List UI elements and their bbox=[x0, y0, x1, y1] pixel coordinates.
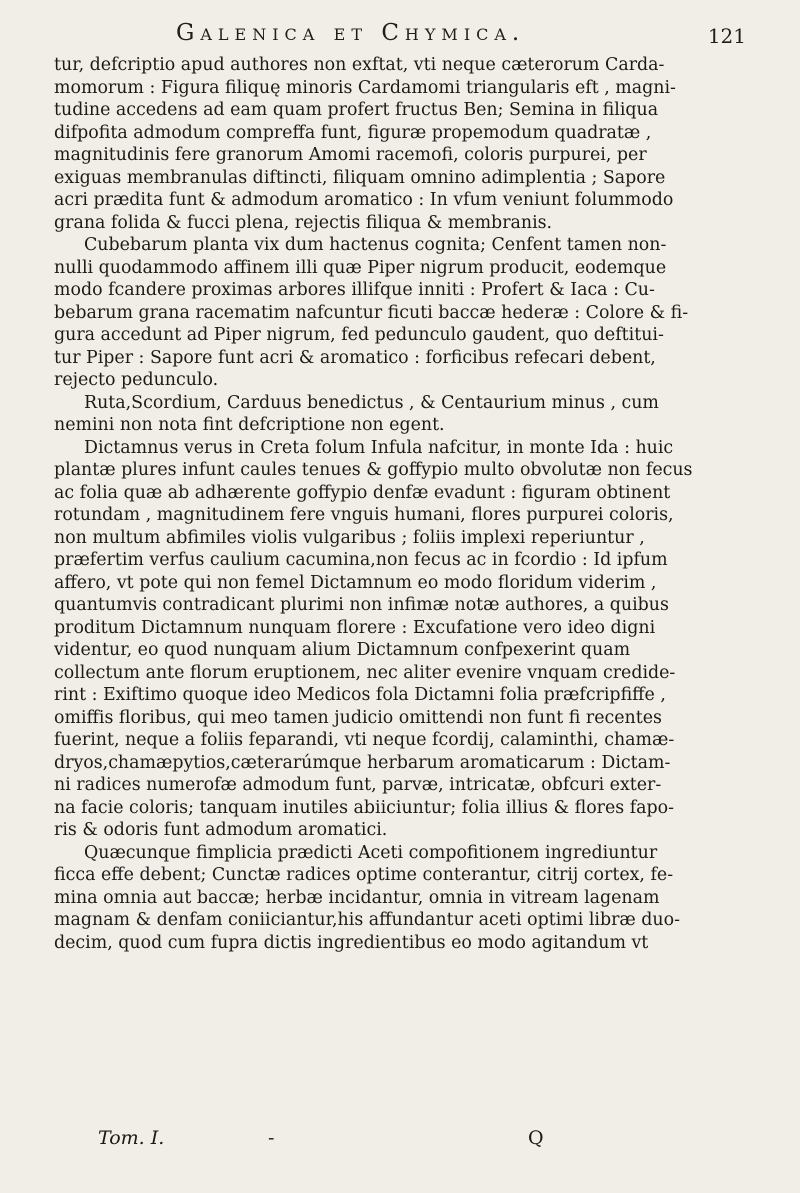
volume-mark: Tom. I. bbox=[98, 1127, 165, 1149]
text-line: mina omnia aut baccæ; herbæ incidantur, omnia in vitream lagenam bbox=[54, 887, 660, 908]
text-line-paragraph-start: Dictamnus verus in Creta folum Infula nafcitur, in monte Ida : huic bbox=[84, 437, 674, 458]
footer-dash: - bbox=[268, 1127, 275, 1149]
text-line: fuerint, neque a foliis feparandi, vti neque fcordij, calaminthi, chamæ- bbox=[54, 730, 675, 750]
text-line: ac folia quæ ab adhærente goffypio denfæ evadunt : figuram obtinent bbox=[54, 482, 671, 503]
text-line: bebarum grana racematim nafcuntur ficuti baccæ hederæ : Colore & fi- bbox=[54, 302, 689, 323]
text-line-paragraph-start: Cubebarum planta vix dum hactenus cognita; Cenfent tamen non- bbox=[84, 235, 667, 255]
text-line: exiguas membranulas diftincti, filiquam omnino adimplentia ; Sapore bbox=[54, 167, 666, 188]
text-line-paragraph-start: Quæcunque fimplicia prædicti Aceti compofitionem ingrediuntur bbox=[84, 842, 658, 863]
text-line: difpofita admodum compreffa funt, figuræ propemodum quadratæ , bbox=[54, 122, 652, 143]
text-line: momorum : Figura filiquę minoris Cardamomi triangularis eft , magni- bbox=[54, 77, 676, 98]
page-number: 121 bbox=[707, 24, 746, 48]
text-line: collectum ante florum eruptionem, nec aliter evenire vnquam credide- bbox=[54, 662, 676, 683]
text-line: decim, quod cum fupra dictis ingredientibus eo modo agitandum vt bbox=[54, 932, 649, 953]
text-line: tur Piper : Sapore funt acri & aromatico : forficibus refecari debent, bbox=[54, 347, 656, 368]
body-text bbox=[54, 54, 766, 954]
running-title: Galenica et Chymica. bbox=[176, 20, 526, 46]
text-line: ris & odoris funt admodum aromatici. bbox=[54, 820, 388, 840]
page-footer bbox=[98, 1127, 698, 1155]
text-line: videntur, eo quod nunquam alium Dictamnum confpexerint quam bbox=[54, 640, 631, 660]
text-line: omiffis floribus, qui meo tamen judicio omittendi non funt fi recentes bbox=[54, 707, 662, 728]
text-line: nulli quodammodo affinem illi quæ Piper nigrum producit, eodemque bbox=[54, 257, 667, 278]
text-line: rint : Exiftimo quoque ideo Medicos fola Dictamni folia præfcripfiffe , bbox=[54, 685, 666, 705]
text-line: magnitudinis fere granorum Amomi racemofi, coloris purpurei, per bbox=[54, 145, 647, 165]
text-line: proditum Dictamnum nunquam florere : Excufatione vero ideo digni bbox=[54, 617, 656, 638]
text-line: non multum abfimiles violis vulgaribus ; foliis implexi reperiuntur , bbox=[54, 527, 645, 548]
text-line: dryos,chamæpytios,cæterarúmque herbarum aromaticarum : Dictam- bbox=[54, 752, 671, 773]
text-line: præfertim verfus caulium cacumina,non fecus ac in fcordio : Id ipfum bbox=[54, 550, 668, 570]
signature-mark: Q bbox=[528, 1127, 544, 1149]
text-line: ficca effe debent; Cunctæ radices optime conterantur, citrij cortex, fe- bbox=[54, 865, 674, 885]
text-line: acri prædita funt & admodum aromatico : In vfum veniunt folummodo bbox=[54, 190, 674, 210]
text-line: rotundam , magnitudinem fere vnguis humani, flores purpurei coloris, bbox=[54, 505, 674, 525]
text-line: gura accedunt ad Piper nigrum, fed pedunculo gaudent, quo deftitui- bbox=[54, 325, 664, 345]
text-line-paragraph-start: Ruta,Scordium, Carduus benedictus , & Centaurium minus , cum bbox=[84, 392, 659, 413]
text-line: plantæ plures infunt caules tenues & goffypio multo obvolutæ non fecus bbox=[54, 460, 693, 480]
text-line: ni radices numerofæ admodum funt, parvæ, intricatæ, obfcuri exter- bbox=[54, 775, 662, 795]
text-line: magnam & denfam coniiciantur,his affundantur aceti optimi libræ duo- bbox=[54, 910, 680, 930]
text-line: grana folida & fucci plena, rejectis filiqua & membranis. bbox=[54, 212, 553, 233]
text-line: tudine accedens ad eam quam profert fructus Ben; Semina in filiqua bbox=[54, 100, 659, 120]
text-line: affero, vt pote qui non femel Dictamnum eo modo floridum viderim , bbox=[54, 572, 657, 593]
text-line: na facie coloris; tanquam inutiles abiiciuntur; folia illius & flores fapo- bbox=[54, 797, 675, 818]
text-line: modo fcandere proximas arbores illifque inniti : Profert & Iaca : Cu- bbox=[54, 280, 655, 300]
text-line: tur, defcriptio apud authores non exftat, vti neque cæterorum Carda- bbox=[54, 55, 665, 75]
text-line: rejecto pedunculo. bbox=[54, 370, 219, 390]
text-line: nemini non nota fint defcriptione non egent. bbox=[54, 415, 445, 435]
text-line: quantumvis contradicant plurimi non infimæ notæ authores, a quibus bbox=[54, 595, 669, 615]
